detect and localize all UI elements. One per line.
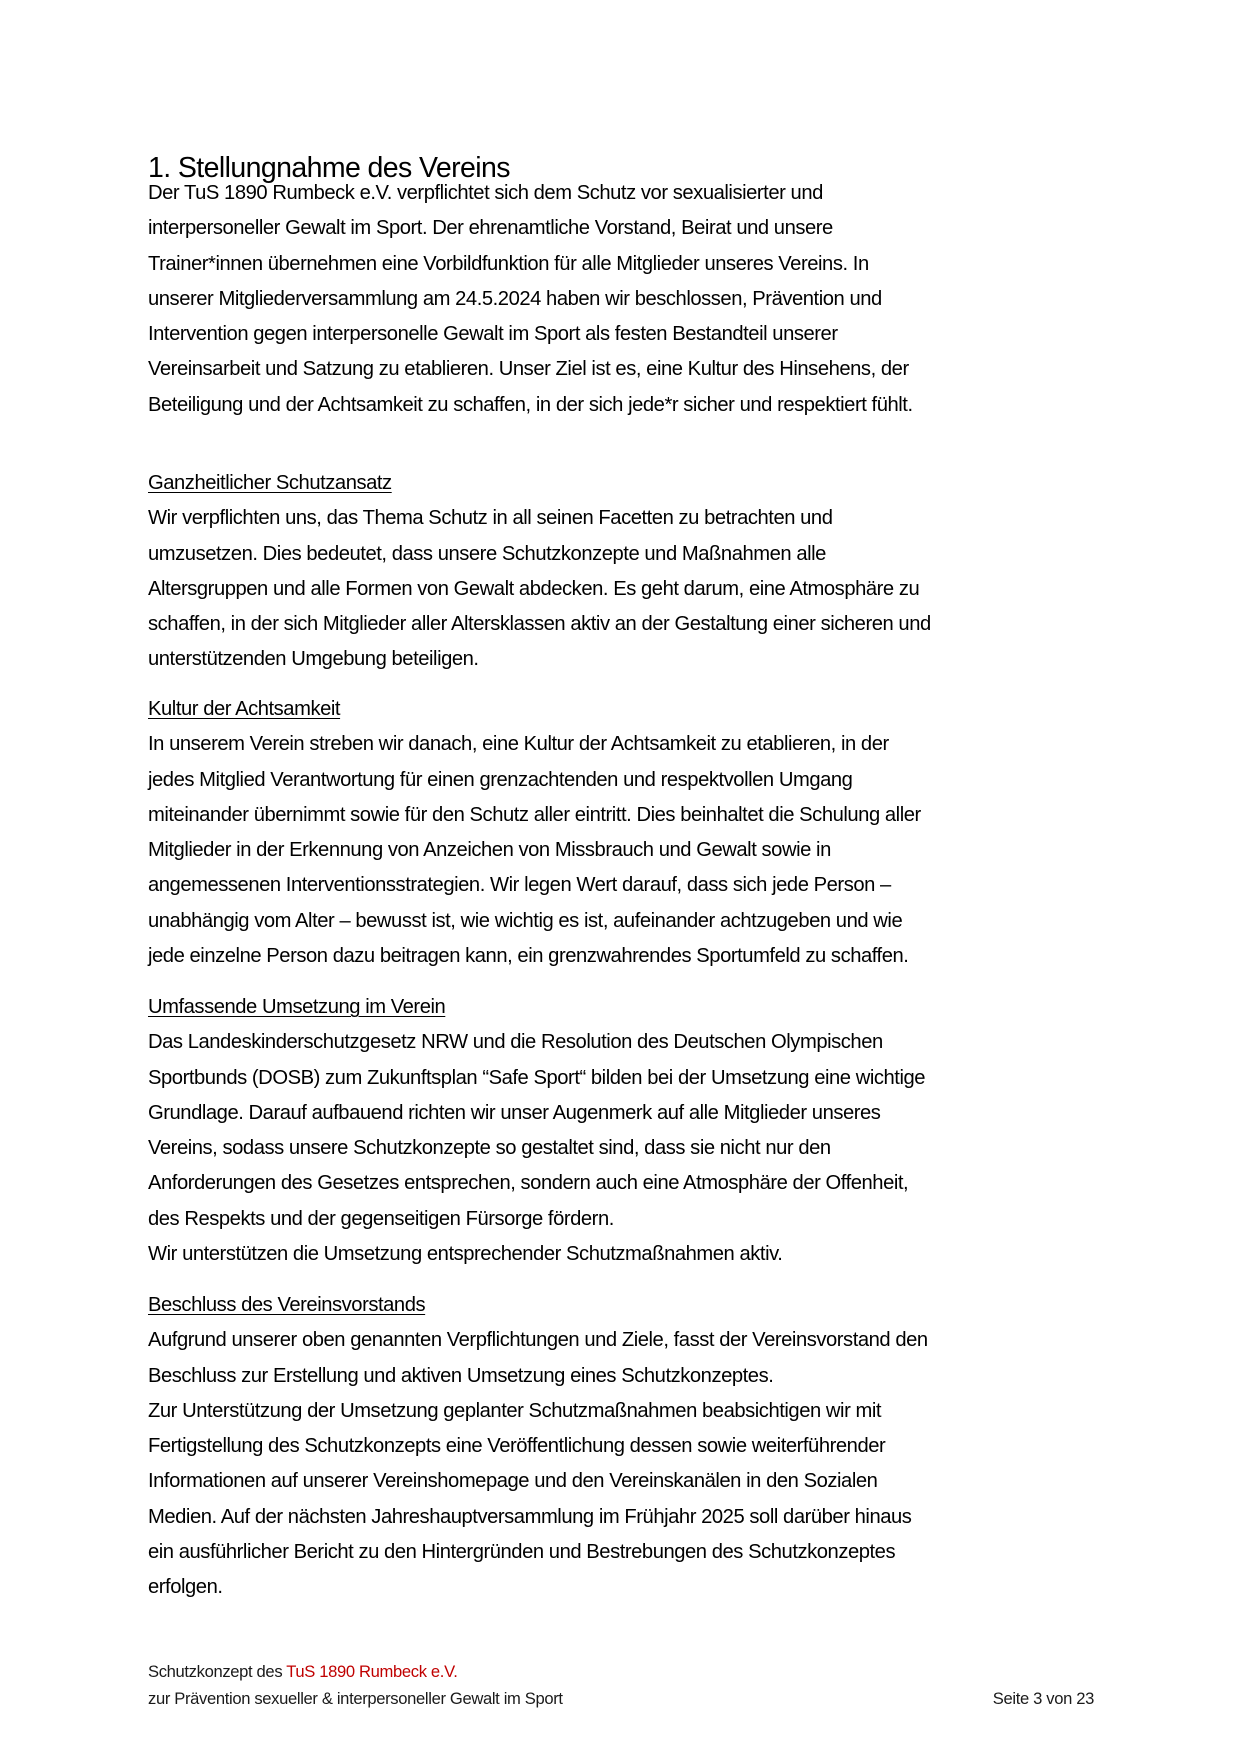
text-line: jedes Mitglied Verantwortung für einen grenzachtenden und respektvollen Umgang bbox=[148, 768, 853, 791]
section-kultur-der-achtsamkeit bbox=[148, 692, 1108, 974]
text-line: schaffen, in der sich Mitglieder aller Altersklassen aktiv an der Gestaltung einer sicheren und bbox=[148, 613, 931, 636]
text-line: Trainer*innen übernehmen eine Vorbildfunktion für alle Mitglieder unseres Vereins. In bbox=[148, 252, 869, 275]
text-line: Vereinsarbeit und Satzung zu etablieren. Unser Ziel ist es, eine Kultur des Hinsehens, der bbox=[148, 358, 909, 381]
text-line: interpersoneller Gewalt im Sport. Der ehrenamtliche Vorstand, Beirat und unsere bbox=[148, 217, 833, 240]
text-line: ein ausführlicher Bericht zu den Hintergründen und Bestrebungen des Schutzkonzeptes bbox=[148, 1541, 896, 1564]
footer-subtitle: zur Prävention sexueller & interpersoneller Gewalt im Sport bbox=[148, 1689, 563, 1708]
section-title: Ganzheitlicher Schutzansatz bbox=[148, 472, 392, 494]
text-line: Fertigstellung des Schutzkonzepts eine Veröffentlichung dessen sowie weiterführender bbox=[148, 1435, 886, 1458]
footer-club-name: TuS 1890 Rumbeck e.V. bbox=[286, 1662, 458, 1681]
text-line: Beteiligung und der Achtsamkeit zu schaffen, in der sich jede*r sicher und respektiert fühlt. bbox=[148, 393, 913, 416]
text-line: Das Landeskinderschutzgesetz NRW und die Resolution des Deutschen Olympischen bbox=[148, 1031, 883, 1054]
text-line: Anforderungen des Gesetzes entsprechen, sondern auch eine Atmosphäre der Offenheit, bbox=[148, 1172, 909, 1195]
text-line: Mitglieder in der Erkennung von Anzeichen von Missbrauch und Gewalt sowie in bbox=[148, 839, 831, 862]
text-line: jede einzelne Person dazu beitragen kann, ein grenzwahrendes Sportumfeld zu schaffen. bbox=[148, 945, 909, 968]
text-line: miteinander übernimmt sowie für den Schutz aller eintritt. Dies beinhaltet die Schulung aller bbox=[148, 803, 921, 826]
text-line: Grundlage. Darauf aufbauend richten wir unser Augenmerk auf alle Mitglieder unseres bbox=[148, 1101, 881, 1124]
section-beschluss-vereinsvorstand bbox=[148, 1288, 1108, 1606]
text-line: angemessenen Interventionsstrategien. Wir legen Wert darauf, dass sich jede Person – bbox=[148, 874, 891, 897]
text-line: Vereins, sodass unsere Schutzkonzepte so gestaltet sind, dass sie nicht nur den bbox=[148, 1137, 831, 1160]
text-line: Beschluss zur Erstellung und aktiven Umsetzung eines Schutzkonzeptes. bbox=[148, 1364, 774, 1387]
intro-paragraph bbox=[148, 176, 1108, 423]
text-line: Der TuS 1890 Rumbeck e.V. verpflichtet sich dem Schutz vor sexualisierter und bbox=[148, 182, 823, 204]
text-line: In unserem Verein streben wir danach, eine Kultur der Achtsamkeit zu etablieren, in der bbox=[148, 733, 889, 756]
page-footer bbox=[148, 1658, 1094, 1712]
section-title: Umfassende Umsetzung im Verein bbox=[148, 996, 446, 1018]
text-line: Informationen auf unserer Vereinshomepage und den Vereinskanälen in den Sozialen bbox=[148, 1470, 878, 1493]
text-line: unabhängig vom Alter – bewusst ist, wie wichtig es ist, aufeinander achtzugeben und wie bbox=[148, 909, 903, 932]
text-line: erfolgen. bbox=[148, 1576, 223, 1599]
text-line: Zur Unterstützung der Umsetzung geplanter Schutzmaßnahmen beabsichtigen wir mit bbox=[148, 1399, 882, 1422]
page-heading: 1. Stellungnahme des Vereins bbox=[148, 152, 510, 184]
section-title: Kultur der Achtsamkeit bbox=[148, 698, 341, 720]
section-title: Beschluss des Vereinsvorstands bbox=[148, 1294, 426, 1316]
text-line: unserer Mitgliederversammlung am 24.5.2024 haben wir beschlossen, Prävention und bbox=[148, 287, 882, 310]
text-line: Intervention gegen interpersonelle Gewalt im Sport als festen Bestandteil unserer bbox=[148, 323, 838, 346]
section-umfassende-umsetzung bbox=[148, 990, 1108, 1272]
footer-line-2 bbox=[148, 1685, 1094, 1712]
footer-line-1 bbox=[148, 1658, 1094, 1685]
text-line: Sportbunds (DOSB) zum Zukunftsplan “Safe Sport“ bilden bei der Umsetzung eine wichtige bbox=[148, 1066, 926, 1089]
text-line: Wir unterstützen die Umsetzung entsprechender Schutzmaßnahmen aktiv. bbox=[148, 1243, 783, 1266]
text-line: Wir verpflichten uns, das Thema Schutz in all seinen Facetten zu betrachten und bbox=[148, 507, 833, 530]
text-line: umzusetzen. Dies bedeutet, dass unsere Schutzkonzepte und Maßnahmen alle bbox=[148, 542, 826, 565]
page-number: Seite 3 von 23 bbox=[992, 1689, 1094, 1708]
text-line: Altersgruppen und alle Formen von Gewalt abdecken. Es geht darum, eine Atmosphäre zu bbox=[148, 577, 920, 600]
text-line: Aufgrund unserer oben genannten Verpflichtungen und Ziele, fasst der Vereinsvorstand den bbox=[148, 1329, 928, 1352]
text-line: unterstützenden Umgebung beteiligen. bbox=[148, 648, 479, 671]
section-ganzheitlicher-schutzansatz bbox=[148, 466, 1108, 678]
text-line: des Respekts und der gegenseitigen Fürsorge fördern. bbox=[148, 1207, 614, 1230]
text-line: Medien. Auf der nächsten Jahreshauptversammlung im Frühjahr 2025 soll darüber hinaus bbox=[148, 1505, 912, 1528]
footer-title-prefix: Schutzkonzept des bbox=[148, 1662, 287, 1681]
